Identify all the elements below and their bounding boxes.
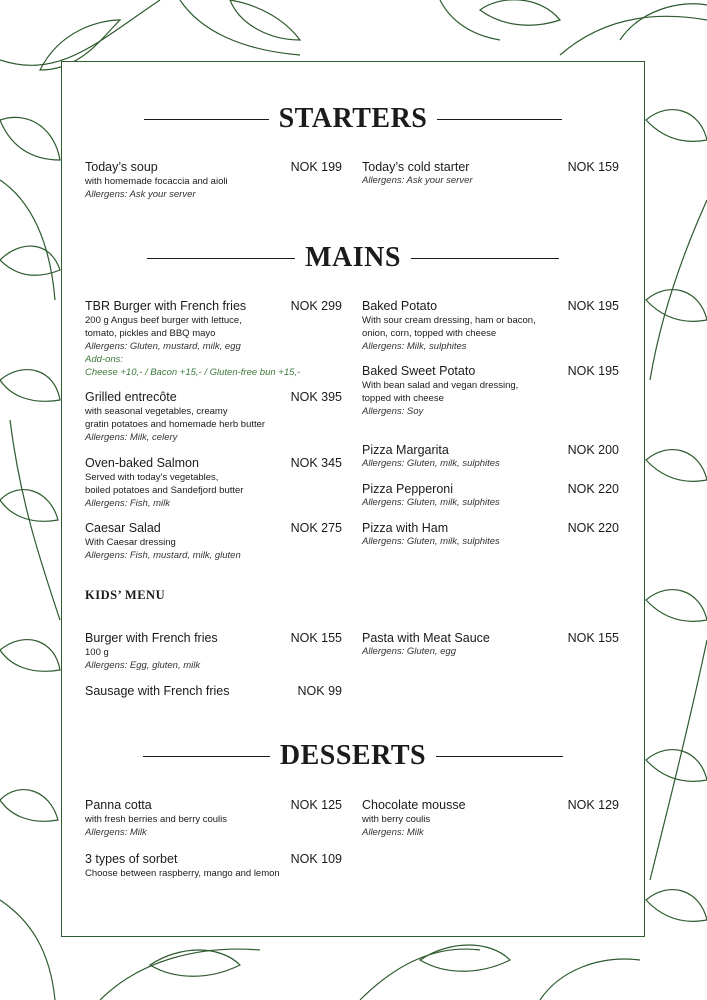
leaf [646, 750, 707, 782]
menu-item [85, 521, 342, 562]
leaf [230, 0, 300, 40]
item-name: Baked Potato [362, 299, 438, 313]
leaf [0, 790, 58, 822]
menu-item [362, 631, 619, 658]
leaf [150, 950, 240, 976]
item-name: Pizza Margarita [362, 443, 449, 457]
leaf-stem [360, 949, 480, 1000]
item-description: onion, corn, topped with cheese [362, 328, 497, 339]
heading-rule-left [147, 258, 295, 259]
item-price: NOK 109 [290, 852, 342, 866]
heading-rule-right [437, 119, 562, 120]
section-heading-desserts [62, 741, 644, 771]
leaf [440, 0, 500, 40]
item-name: Today’s soup [85, 160, 158, 174]
item-name: Caesar Salad [85, 521, 161, 535]
item-price: NOK 199 [290, 160, 342, 174]
item-name: Pasta with Meat Sauce [362, 631, 490, 645]
item-description: 200 g Angus beef burger with lettuce, [85, 315, 242, 326]
item-name: Pizza with Ham [362, 521, 449, 535]
menu-item [362, 521, 619, 548]
menu-card [61, 61, 645, 937]
leaf-stem [0, 0, 160, 65]
leaf [0, 640, 60, 672]
item-description: with fresh berries and berry coulis [85, 814, 228, 825]
item-addons-title: Add-ons: [85, 354, 124, 365]
section-heading-mains [62, 243, 644, 273]
item-allergens: Allergens: Gluten, milk, sulphites [362, 536, 500, 547]
leaf [560, 16, 707, 55]
item-name: TBR Burger with French fries [85, 299, 247, 313]
item-name: Grilled entrecôte [85, 390, 177, 404]
item-price: NOK 125 [290, 798, 342, 812]
menu-item [362, 364, 619, 418]
item-price: NOK 299 [290, 299, 342, 313]
kids-menu-title: KIDS’ MENU [85, 588, 166, 602]
item-description: gratin potatoes and homemade herb butter [85, 419, 266, 430]
menu-item [362, 160, 619, 187]
item-allergens: Allergens: Gluten, mustard, milk, egg [85, 341, 241, 352]
item-addons: Cheese +10,- / Bacon +15,- / Gluten-free bun +15,- [85, 367, 301, 378]
item-name: Chocolate mousse [362, 798, 466, 812]
leaf-stem [10, 420, 60, 620]
leaf [480, 0, 560, 25]
item-description: boiled potatoes and Sandefjord butter [85, 485, 244, 496]
item-allergens: Allergens: Gluten, egg [362, 646, 457, 657]
item-name: Sausage with French fries [85, 684, 230, 698]
menu-item [362, 482, 619, 509]
item-description: With Caesar dressing [85, 537, 176, 548]
item-name: 3 types of sorbet [85, 852, 178, 866]
item-allergens: Allergens: Milk, celery [85, 432, 178, 443]
item-description: with homemade focaccia and aioli [85, 176, 228, 187]
item-price: NOK 275 [290, 521, 342, 535]
item-price: NOK 195 [567, 299, 619, 313]
item-description: Choose between raspberry, mango and lemon [85, 868, 280, 879]
item-price: NOK 220 [567, 521, 619, 535]
item-name: Pizza Pepperoni [362, 482, 454, 496]
item-allergens: Allergens: Ask your server [85, 189, 196, 200]
leaf [646, 110, 707, 142]
leaf-stem [0, 180, 55, 300]
leaf-stem [0, 900, 55, 1000]
item-allergens: Allergens: Milk, sulphites [362, 341, 467, 352]
item-description: Served with today’s vegetables, [85, 472, 219, 483]
item-price: NOK 195 [567, 364, 619, 378]
item-description: with seasonal vegetables, creamy [85, 406, 228, 417]
section-title: DESSERTS [279, 740, 427, 771]
item-allergens: Allergens: Soy [362, 406, 424, 417]
item-name: Oven-baked Salmon [85, 456, 199, 470]
leaf [646, 450, 707, 482]
item-name: Today’s cold starter [362, 160, 470, 174]
item-price: NOK 345 [290, 456, 342, 470]
item-description: With bean salad and vegan dressing, [362, 380, 519, 391]
item-price: NOK 99 [297, 684, 342, 698]
item-allergens: Allergens: Gluten, milk, sulphites [362, 497, 500, 508]
item-price: NOK 395 [290, 390, 342, 404]
item-allergens: Allergens: Milk [362, 827, 424, 838]
item-allergens: Allergens: Milk [85, 827, 147, 838]
menu-item [362, 299, 619, 353]
menu-item [362, 443, 619, 470]
leaf [646, 590, 707, 622]
menu-item [85, 852, 342, 880]
menu-item [362, 798, 619, 839]
menu-item [85, 684, 342, 698]
menu-item [85, 631, 342, 672]
item-allergens: Allergens: Gluten, milk, sulphites [362, 458, 500, 469]
item-allergens: Allergens: Ask your server [362, 175, 473, 186]
leaf [540, 959, 640, 1000]
leaf [0, 117, 60, 160]
leaf [0, 370, 60, 402]
section-heading-starters [62, 104, 644, 134]
item-name: Panna cotta [85, 798, 152, 812]
menu-item [85, 299, 342, 379]
item-description: topped with cheese [362, 393, 444, 404]
leaf-stem [650, 640, 707, 880]
leaf [0, 490, 58, 522]
menu-item [85, 160, 342, 201]
item-allergens: Allergens: Egg, gluten, milk [85, 660, 201, 671]
item-allergens: Allergens: Fish, milk [85, 498, 170, 509]
section-title: STARTERS [278, 103, 428, 134]
leaf [180, 0, 300, 55]
item-price: NOK 220 [567, 482, 619, 496]
leaf [646, 890, 707, 922]
heading-rule-left [144, 119, 269, 120]
leaf [620, 4, 707, 40]
item-description: with berry coulis [362, 814, 431, 825]
item-description: tomato, pickles and BBQ mayo [85, 328, 216, 339]
menu-item [85, 390, 342, 444]
item-price: NOK 155 [567, 631, 619, 645]
item-name: Burger with French fries [85, 631, 218, 645]
heading-rule-right [411, 258, 559, 259]
heading-rule-right [436, 756, 563, 757]
item-price: NOK 155 [290, 631, 342, 645]
item-name: Baked Sweet Potato [362, 364, 476, 378]
menu-item [85, 456, 342, 510]
item-description: 100 g [85, 647, 109, 658]
item-allergens: Allergens: Fish, mustard, milk, gluten [85, 550, 241, 561]
item-price: NOK 159 [567, 160, 619, 174]
item-description: With sour cream dressing, ham or bacon, [362, 315, 536, 326]
item-price: NOK 129 [567, 798, 619, 812]
menu-item [85, 798, 342, 839]
item-price: NOK 200 [567, 443, 619, 457]
heading-rule-left [143, 756, 270, 757]
leaf [646, 290, 707, 322]
leaf-stem [100, 949, 260, 1000]
section-title: MAINS [305, 242, 401, 273]
